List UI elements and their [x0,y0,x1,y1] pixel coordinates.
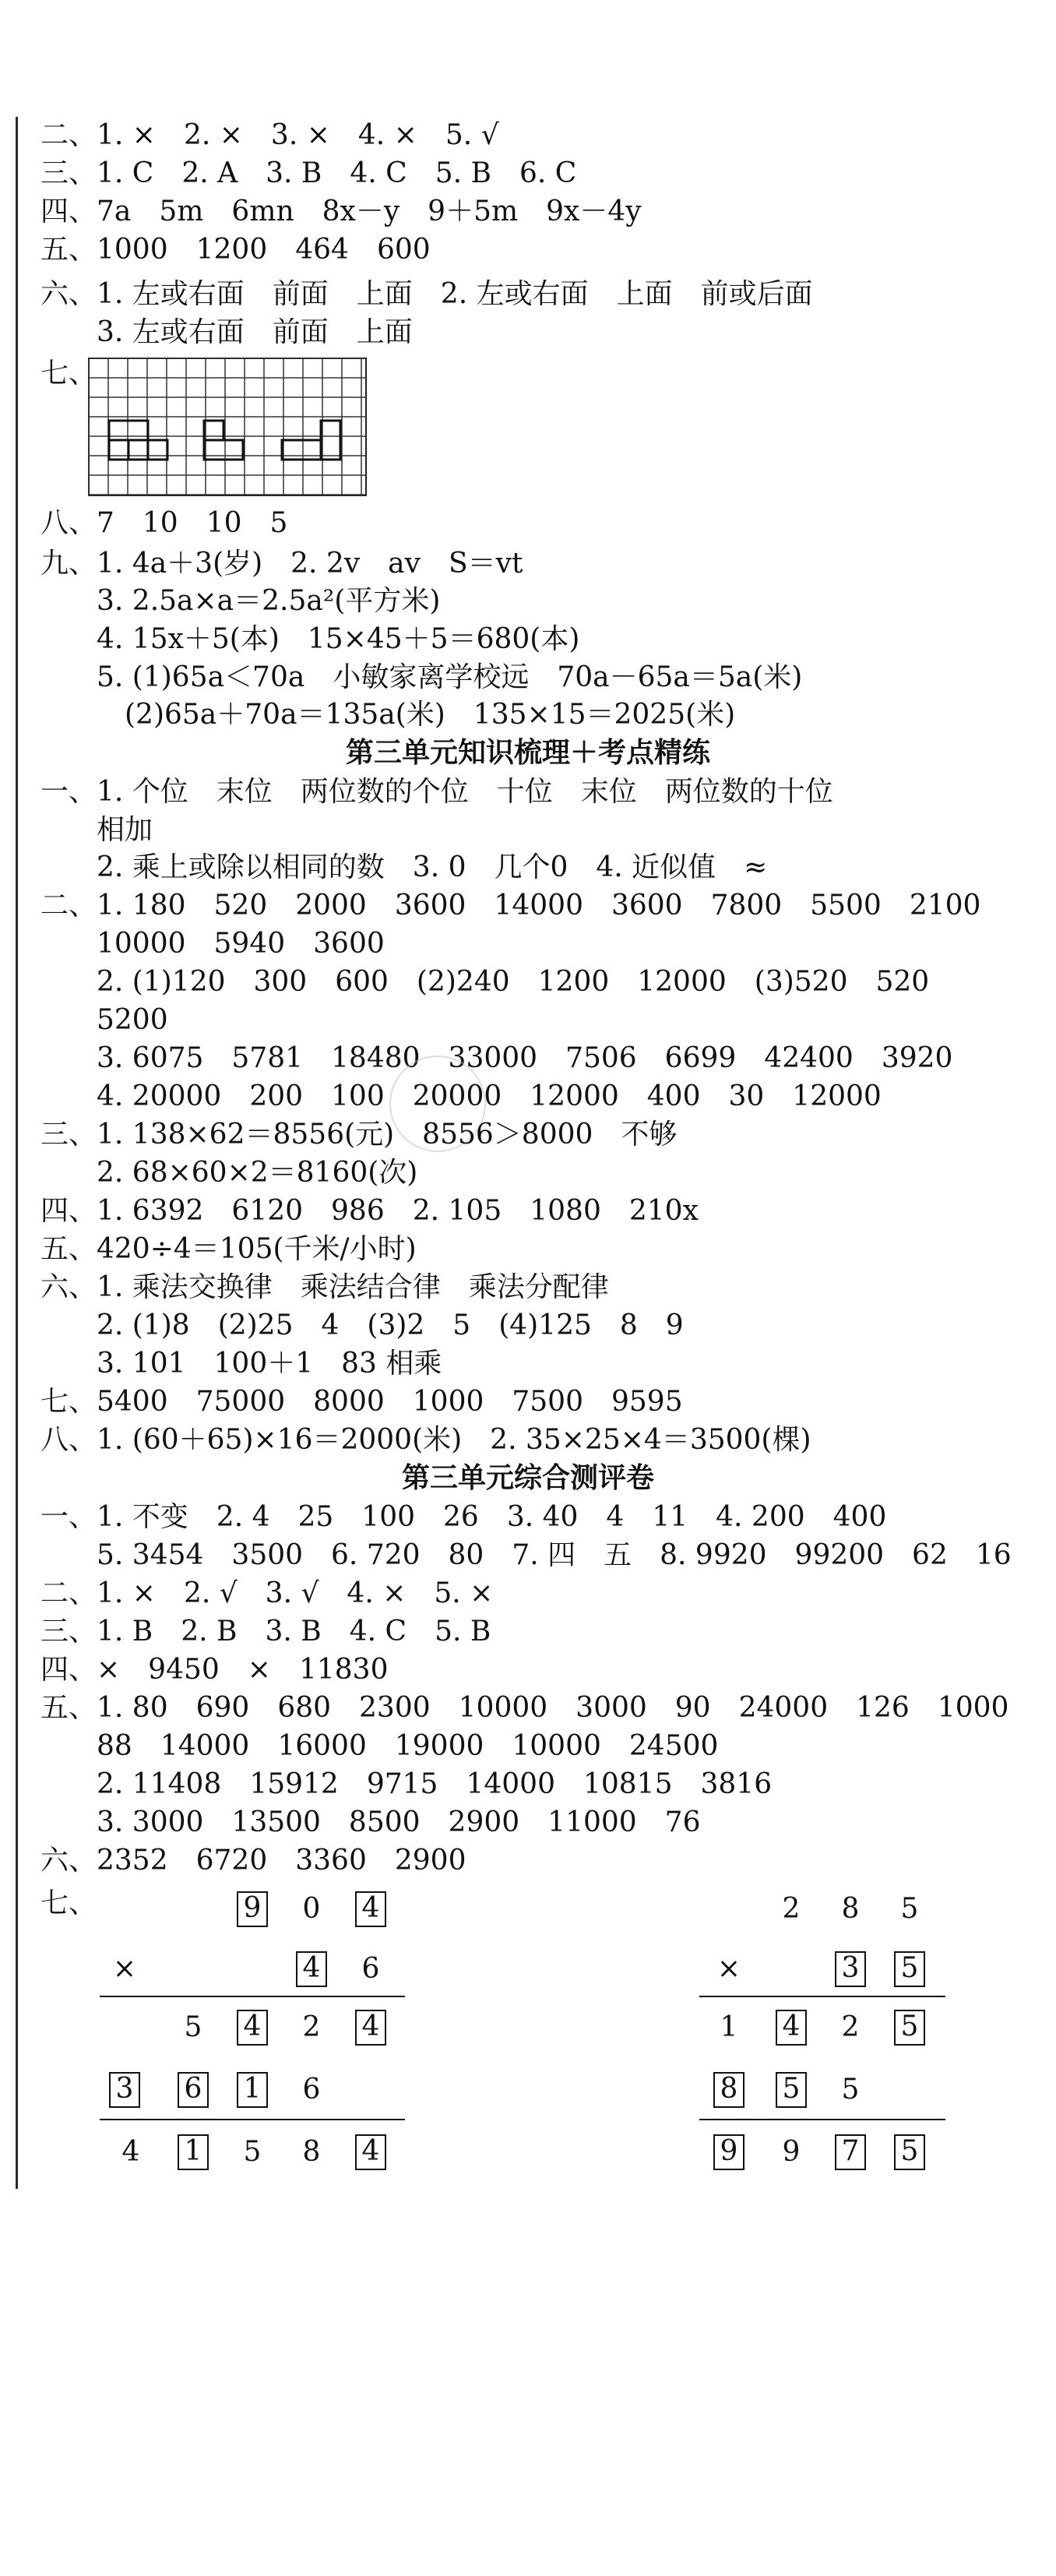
section-title: 第三单元综合测评卷 [401,1462,654,1494]
answer-line: 二、1. 180 520 2000 3600 14000 3600 7800 5500 2100 [40,890,981,922]
digit-box: 3 [835,1951,866,1987]
grid-figure [87,357,368,497]
answer-line: 3. 101 100＋1 83 相乘 [40,1348,442,1380]
answer-line: 3. 2.5a×a＝2.5a²(平方米) [40,585,441,617]
answer-line: 三、1. C 2. A 3. B 4. C 5. B 6. C [40,157,577,189]
answer-line: 5. (1)65a＜70a 小敏家离学校远 70a－65a＝5a(米) [40,661,803,693]
digit-box: 3 [109,2072,140,2108]
answer-line: 2. 11408 15912 9715 14000 10815 3816 [40,1768,773,1800]
answer-line: 2. (1)120 300 600 (2)240 1200 12000 (3)520 520 [40,966,930,998]
answer-line: 六、1. 乘法交换律 乘法结合律 乘法分配律 [40,1271,609,1303]
section-title: 第三单元知识梳理＋考点精练 [345,737,710,769]
digit-box: 4 [237,2010,268,2046]
digit-box: 5 [894,2134,925,2170]
answer-line: 3. 左或右面 前面 上面 [40,316,413,348]
digit-box: 4 [355,2010,386,2046]
digit: 8 [302,2136,321,2168]
digit: 8 [841,1893,860,1925]
digit: 5 [243,2136,262,2168]
answer-line: 2. 68×60×2＝8160(次) [40,1157,418,1189]
answer-line: 4. 20000 200 100 20000 12000 400 30 12000 [40,1080,882,1112]
answer-line: 5200 [40,1004,168,1036]
answer-line: 四、1. 6392 6120 986 2. 105 1080 210x [40,1195,699,1227]
answer-line: 三、1. B 2. B 3. B 4. C 5. B [40,1616,491,1647]
rule [699,1996,945,1997]
times-sign: × [112,1953,137,1985]
digit: 0 [302,1893,321,1925]
digit: 2 [841,2011,860,2043]
digit-box: 9 [237,1891,268,1927]
answer-line: 二、1. × 2. √ 3. √ 4. × 5. × [40,1577,494,1609]
digit: 2 [302,2011,321,2043]
digit-box: 4 [776,2010,807,2046]
digit: 1 [720,2011,738,2043]
answer-line: 5. 3454 3500 6. 720 80 7. 四 五 8. 9920 99200 62 16 [40,1539,1012,1571]
digit-box: 1 [237,2072,268,2108]
answer-line: (2)65a＋70a＝135a(米) 135×15＝2025(米) [40,699,736,731]
digit: 6 [361,1953,380,1985]
digit-box: 9 [713,2134,744,2170]
rule [100,1996,405,1997]
answer-line: 一、1. 个位 末位 两位数的个位 十位 末位 两位数的十位 [40,776,833,808]
answer-line: 相加 [40,814,153,846]
answer-line: 八、7 10 10 5 [40,507,288,539]
digit-box: 4 [296,1951,327,1987]
answer-line: 2. (1)8 (2)25 4 (3)2 5 (4)125 8 9 [40,1309,684,1341]
answer-line: 五、420÷4＝105(千米/小时) [40,1233,417,1265]
digit-box: 4 [355,1891,386,1927]
answer-line: 四、7a 5m 6mn 8x－y 9＋5m 9x－4y [40,196,642,227]
digit-box: 6 [178,2072,209,2108]
digit: 5 [184,2011,202,2043]
answer-line: 七、5400 75000 8000 1000 7500 9595 [40,1386,683,1418]
digit: 5 [841,2074,860,2106]
answer-line: 九、1. 4a＋3(岁) 2. 2v av S＝vt [40,548,523,580]
left-margin-rule [16,117,18,2189]
answer-line: 二、1. × 2. × 3. × 4. × 5. √ [40,119,499,151]
digit-box: 8 [713,2072,744,2108]
answer-line: 六、1. 左或右面 前面 上面 2. 左或右面 上面 前或后面 [40,278,813,310]
answer-line: 七、 [40,358,97,389]
digit-box: 5 [776,2072,807,2108]
grid-svg [87,357,368,497]
answer-line: 六、2352 6720 3360 2900 [40,1845,466,1876]
answer-line: 七、 [40,1887,97,1919]
rule [699,2119,945,2120]
digit-box: 7 [835,2134,866,2170]
digit: 5 [900,1893,919,1925]
answer-line: 五、1. 80 690 680 2300 10000 3000 90 24000 126 1000 [40,1692,1009,1724]
answer-line: 3. 6075 5781 18480 33000 7506 6699 42400 3920 [40,1042,953,1074]
answer-line: 4. 15x＋5(本) 15×45＋5＝680(本) [40,623,580,655]
digit-box: 1 [178,2134,209,2170]
answer-line: 2. 乘上或除以相同的数 3. 0 几个0 4. 近似值 ≈ [40,851,768,883]
answer-line: 八、1. (60＋65)×16＝2000(米) 2. 35×25×4＝3500(棵) [40,1424,811,1456]
digit-box: 5 [894,1951,925,1987]
digit: 9 [782,2136,801,2168]
digit: 6 [302,2074,321,2106]
answer-line: 三、1. 138×62＝8556(元) 8556＞8000 不够 [40,1119,678,1151]
digit-box: 5 [894,2010,925,2046]
answer-line: 88 14000 16000 19000 10000 24500 [40,1730,719,1762]
answer-line: 3. 3000 13500 8500 2900 11000 76 [40,1806,701,1838]
answer-line: 四、× 9450 × 11830 [40,1654,389,1686]
times-sign: × [716,1953,741,1985]
digit-box: 4 [355,2134,386,2170]
answer-line: 五、1000 1200 464 600 [40,234,431,266]
digit: 4 [121,2136,140,2168]
digit: 2 [782,1893,801,1925]
answer-line: 10000 5940 3600 [40,928,385,960]
answer-line: 一、1. 不变 2. 4 25 100 26 3. 40 4 11 4. 200 400 [40,1501,887,1533]
rule [100,2119,405,2120]
